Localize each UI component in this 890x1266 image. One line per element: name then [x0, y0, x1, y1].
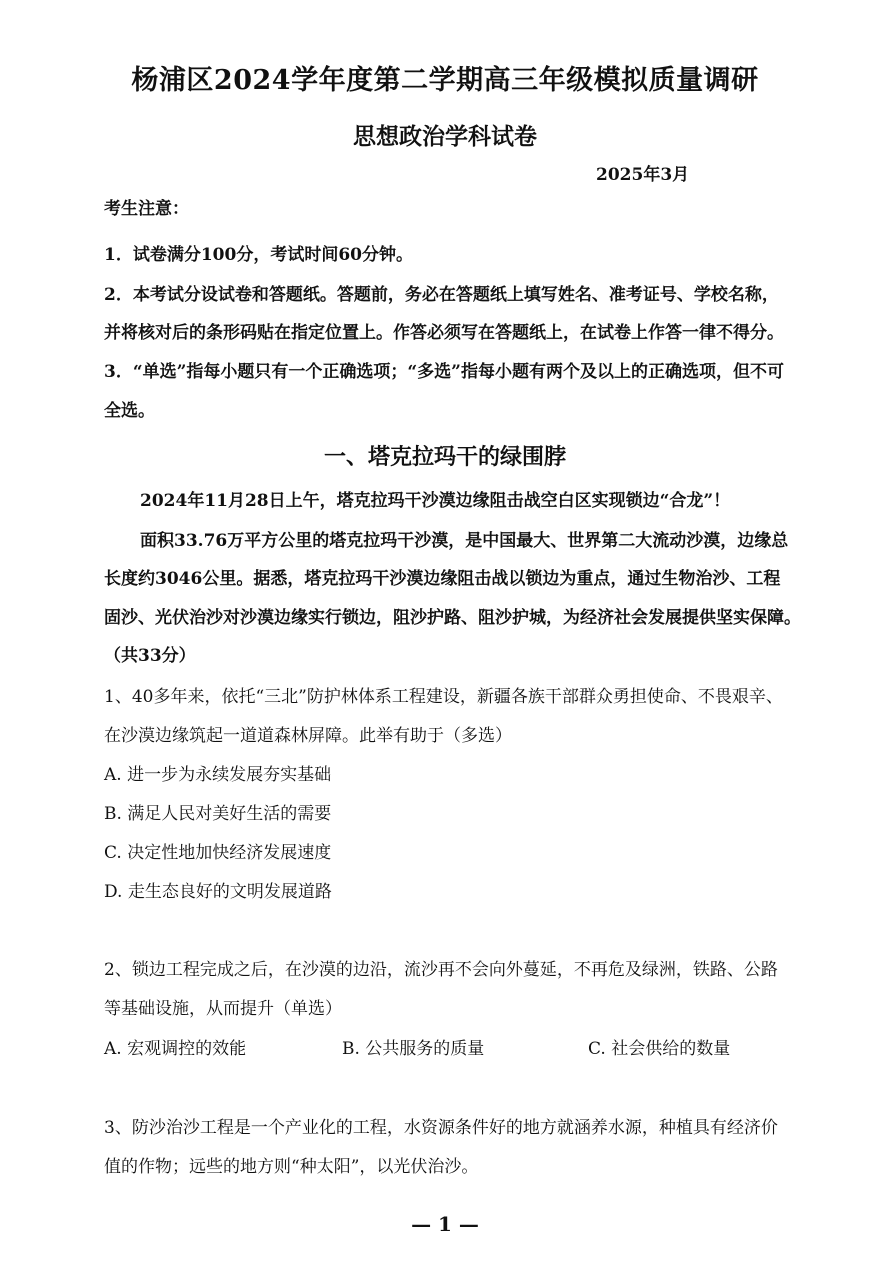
question-2-option-c: C. 社会供给的数量 [588, 1039, 731, 1059]
notice-heading: 考生注意： [104, 199, 189, 219]
question-1-stem: 1、40多年来，依托“三北”防护林体系工程建设，新疆各族干部群众勇担使命、不畏艰辛、 [104, 687, 783, 707]
question-2-option-b: B. 公共服务的质量 [342, 1039, 485, 1059]
section-score: （共33分） [104, 646, 196, 666]
question-2-option-a: A. 宏观调控的效能 [104, 1039, 247, 1059]
exam-date: 2025年3月 [596, 165, 690, 185]
section-intro-line: 长度约3046公里。据悉，塔克拉玛干沙漠边缘阻击战以锁边为重点，通过生物治沙、工程 [104, 569, 781, 589]
question-2-stem: 2、锁边工程完成之后，在沙漠的边沿，流沙再不会向外蔓延，不再危及绿洲，铁路、公路 [104, 960, 778, 980]
question-1-stem: 在沙漠边缘筑起一道道森林屏障。此举有助于（多选） [104, 726, 512, 746]
notice-item: 1．试卷满分100分，考试时间60分钟。 [104, 245, 413, 265]
question-3-stem: 值的作物；远些的地方则“种太阳”，以光伏治沙。 [104, 1157, 479, 1177]
page-number: — 1 — [411, 1212, 479, 1236]
notice-item: 2．本考试分设试卷和答题纸。答题前，务必在答题纸上填写姓名、准考证号、学校名称， [104, 285, 779, 305]
section-intro-lead: 2024年11月28日上午，塔克拉玛干沙漠边缘阻击战空白区实现锁边“合龙”！ [140, 491, 731, 511]
exam-title: 杨浦区2024学年度第二学期高三年级模拟质量调研 [131, 65, 759, 96]
question-3-stem: 3、防沙治沙工程是一个产业化的工程，水资源条件好的地方就涵养水源，种植具有经济价 [104, 1118, 778, 1138]
exam-subtitle: 思想政治学科试卷 [353, 123, 537, 150]
section-intro-line: 面积33.76万平方公里的塔克拉玛干沙漠，是中国最大、世界第二大流动沙漠，边缘总 [140, 531, 789, 551]
question-1-option-d: D. 走生态良好的文明发展道路 [104, 882, 332, 902]
notice-item: 并将核对后的条形码贴在指定位置上。作答必须写在答题纸上，在试卷上作答一律不得分。 [104, 323, 784, 343]
question-2-stem: 等基础设施，从而提升（单选） [104, 999, 342, 1019]
question-1-option-a: A. 进一步为永续发展夯实基础 [104, 765, 332, 785]
notice-item: 3．“单选”指每小题只有一个正确选项；“多选”指每小题有两个及以上的正确选项，但不可 [104, 362, 784, 382]
question-1-option-b: B. 满足人民对美好生活的需要 [104, 804, 332, 824]
section-title: 一、塔克拉玛干的绿围脖 [323, 445, 566, 470]
question-1-option-c: C. 决定性地加快经济发展速度 [104, 843, 332, 863]
section-intro-line: 固沙、光伏治沙对沙漠边缘实行锁边，阻沙护路、阻沙护城，为经济社会发展提供坚实保障。 [104, 608, 801, 628]
notice-item: 全选。 [104, 401, 155, 421]
